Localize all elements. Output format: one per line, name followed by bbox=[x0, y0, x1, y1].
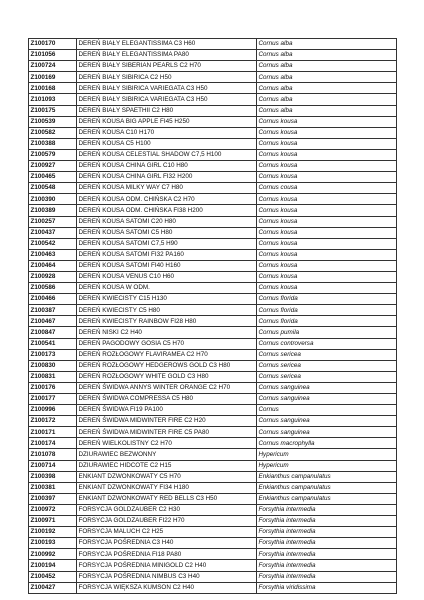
table-row bbox=[29, 205, 397, 216]
latin-name-cell: Cornus kousa bbox=[257, 283, 397, 294]
product-code-cell: Z100172 bbox=[29, 416, 77, 427]
table-row bbox=[29, 294, 397, 305]
table-row bbox=[29, 571, 397, 582]
product-name-cell: DEREŃ KOUSA ODM. CHIŃSKA C2 H70 bbox=[77, 194, 257, 205]
product-code-cell: Z101078 bbox=[29, 449, 77, 460]
latin-name-cell: Cornus macrophylla bbox=[257, 438, 397, 449]
product-name-cell: DEREŃ BIAŁY SIBIRICA C2 H50 bbox=[77, 72, 257, 83]
table-row bbox=[29, 149, 397, 160]
latin-name-cell: Cornus sanguinea bbox=[257, 382, 397, 393]
latin-name-cell: Forsythia intermedia bbox=[257, 516, 397, 527]
table-row bbox=[29, 72, 397, 83]
product-name-cell: DZIURAWIEC BEZWONNY bbox=[77, 449, 257, 460]
table-row bbox=[29, 216, 397, 227]
product-code-cell: Z100586 bbox=[29, 283, 77, 294]
product-code-cell: Z100390 bbox=[29, 194, 77, 205]
plant-table-body bbox=[29, 39, 397, 594]
table-row bbox=[29, 183, 397, 194]
product-name-cell: FORSYCJA MALUCH C2 H25 bbox=[77, 527, 257, 538]
latin-name-cell: Cornus pumila bbox=[257, 327, 397, 338]
latin-name-cell: Forsythia viridissima bbox=[257, 582, 397, 593]
product-name-cell: DEREŃ BIAŁY SIBIRICA VARIEGATA C3 H50 bbox=[77, 83, 257, 94]
product-name-cell: DEREŃ BIAŁY SIBERIAN PEARLS C2 H70 bbox=[77, 61, 257, 72]
product-name-cell: DEREŃ KWIECISTY RAINBOW FI28 H80 bbox=[77, 316, 257, 327]
product-code-cell: Z100192 bbox=[29, 527, 77, 538]
latin-name-cell: Cornus kousa bbox=[257, 271, 397, 282]
product-code-cell: Z100847 bbox=[29, 327, 77, 338]
product-name-cell: DEREŃ KOUSA CELESTIAL SHADOW C7,5 H100 bbox=[77, 149, 257, 160]
product-name-cell: DEREŃ KOUSA SATOMI FI32 PA160 bbox=[77, 249, 257, 260]
product-code-cell: Z100928 bbox=[29, 271, 77, 282]
latin-name-cell: Hypericum bbox=[257, 460, 397, 471]
product-name-cell: DEREŃ KOUSA CHINA GIRL FI32 H200 bbox=[77, 172, 257, 183]
product-code-cell: Z100381 bbox=[29, 482, 77, 493]
latin-name-cell: Cornus sanguinea bbox=[257, 394, 397, 405]
product-code-cell: Z101056 bbox=[29, 50, 77, 61]
product-name-cell: DEREŃ KWIECISTY C15 H130 bbox=[77, 294, 257, 305]
latin-name-cell: Cornus kousa bbox=[257, 238, 397, 249]
product-name-cell: DEREŃ KOUSA SATOMI FI40 H160 bbox=[77, 260, 257, 271]
product-code-cell: Z100463 bbox=[29, 249, 77, 260]
product-code-cell: Z100169 bbox=[29, 72, 77, 83]
latin-name-cell: Cornus florida bbox=[257, 316, 397, 327]
product-name-cell: FORSYCJA POŚREDNIA FI18 PA80 bbox=[77, 549, 257, 560]
table-row bbox=[29, 94, 397, 105]
product-name-cell: DEREŃ ŚWIDWA MIDWINTER FIRE C2 H20 bbox=[77, 416, 257, 427]
latin-name-cell: Cornus kousa bbox=[257, 249, 397, 260]
table-row bbox=[29, 260, 397, 271]
product-code-cell: Z100437 bbox=[29, 227, 77, 238]
product-name-cell: DEREŃ KOUSA MILKY WAY C7 H80 bbox=[77, 183, 257, 194]
latin-name-cell: Cornus bbox=[257, 405, 397, 416]
table-row bbox=[29, 516, 397, 527]
latin-name-cell: Forsythia intermedia bbox=[257, 549, 397, 560]
latin-name-cell: Cornus alba bbox=[257, 39, 397, 50]
product-name-cell: DEREŃ ROZŁOGOWY FLAVIRAMEA C2 H70 bbox=[77, 349, 257, 360]
table-row bbox=[29, 116, 397, 127]
product-code-cell: Z100830 bbox=[29, 360, 77, 371]
product-code-cell: Z100579 bbox=[29, 149, 77, 160]
product-name-cell: DEREŃ KOUSA VENUS C10 H60 bbox=[77, 271, 257, 282]
table-row bbox=[29, 127, 397, 138]
latin-name-cell: Cornus kousa bbox=[257, 127, 397, 138]
product-name-cell: ENKIANT DZWONKOWATY RED BELLS C3 H50 bbox=[77, 493, 257, 504]
product-code-cell: Z100175 bbox=[29, 105, 77, 116]
product-code-cell: Z100177 bbox=[29, 394, 77, 405]
table-row bbox=[29, 549, 397, 560]
table-row bbox=[29, 50, 397, 61]
product-name-cell: FORSYCJA GOLDZAUBER C2 H30 bbox=[77, 504, 257, 515]
latin-name-cell: Cornus kousa bbox=[257, 216, 397, 227]
table-row bbox=[29, 527, 397, 538]
product-name-cell: DEREŃ WIELKOLISTNY C2 H70 bbox=[77, 438, 257, 449]
latin-name-cell: Cornus alba bbox=[257, 72, 397, 83]
product-name-cell: DEREŃ KOUSA ODM. CHIŃSKA FI38 H200 bbox=[77, 205, 257, 216]
product-name-cell: DEREŃ ŚWIDWA COMPRESSA C5 H80 bbox=[77, 394, 257, 405]
latin-name-cell: Cornus sanguinea bbox=[257, 427, 397, 438]
latin-name-cell: Cornus kousa bbox=[257, 194, 397, 205]
product-name-cell: DEREŃ KOUSA W ODM. bbox=[77, 283, 257, 294]
product-name-cell: FORSYCJA POŚREDNIA C3 H40 bbox=[77, 538, 257, 549]
table-row bbox=[29, 427, 397, 438]
product-name-cell: DEREŃ KOUSA C5 H100 bbox=[77, 138, 257, 149]
table-row bbox=[29, 249, 397, 260]
product-code-cell: Z100397 bbox=[29, 493, 77, 504]
product-name-cell: DEREŃ ŚWIDWA ANNYS WINTER ORANGE C2 H70 bbox=[77, 382, 257, 393]
product-code-cell: Z100452 bbox=[29, 571, 77, 582]
product-name-cell: DEREŃ KWIECISTY C5 H80 bbox=[77, 305, 257, 316]
product-code-cell: Z100539 bbox=[29, 116, 77, 127]
table-row bbox=[29, 460, 397, 471]
table-row bbox=[29, 416, 397, 427]
latin-name-cell: Cornus florida bbox=[257, 294, 397, 305]
latin-name-cell: Forsythia intermedia bbox=[257, 560, 397, 571]
product-name-cell: DEREŃ ROZŁOGOWY HEDGEROWS GOLD C3 H80 bbox=[77, 360, 257, 371]
table-row bbox=[29, 438, 397, 449]
latin-name-cell: Cornus kousa bbox=[257, 116, 397, 127]
latin-name-cell: Cornus kousa bbox=[257, 172, 397, 183]
latin-name-cell: Cornus alba bbox=[257, 83, 397, 94]
product-name-cell: DEREŃ KOUSA CHINA GIRL C10 H80 bbox=[77, 161, 257, 172]
table-row bbox=[29, 83, 397, 94]
product-code-cell: Z100582 bbox=[29, 127, 77, 138]
table-row bbox=[29, 360, 397, 371]
product-code-cell: Z100173 bbox=[29, 349, 77, 360]
table-row bbox=[29, 227, 397, 238]
table-row bbox=[29, 560, 397, 571]
table-row bbox=[29, 172, 397, 183]
product-name-cell: DEREŃ KOUSA SATOMI C20 H80 bbox=[77, 216, 257, 227]
latin-name-cell: Hypericum bbox=[257, 449, 397, 460]
product-name-cell: DEREŃ NISKI C2 H40 bbox=[77, 327, 257, 338]
product-code-cell: Z100714 bbox=[29, 460, 77, 471]
product-code-cell: Z100467 bbox=[29, 316, 77, 327]
product-name-cell: FORSYCJA WIĘKSZA KUMSON C2 H40 bbox=[77, 582, 257, 593]
product-code-cell: Z100831 bbox=[29, 371, 77, 382]
latin-name-cell: Cornus kousa bbox=[257, 138, 397, 149]
latin-name-cell: Cornus alba bbox=[257, 50, 397, 61]
table-row bbox=[29, 338, 397, 349]
latin-name-cell: Cornus kousa bbox=[257, 149, 397, 160]
table-row bbox=[29, 161, 397, 172]
product-code-cell: Z100170 bbox=[29, 39, 77, 50]
product-code-cell: Z100992 bbox=[29, 549, 77, 560]
table-row bbox=[29, 327, 397, 338]
product-name-cell: DZIURAWIEC HIDCOTE C2 H15 bbox=[77, 460, 257, 471]
product-code-cell: Z100174 bbox=[29, 438, 77, 449]
product-code-cell: Z100542 bbox=[29, 238, 77, 249]
latin-name-cell: Cornus alba bbox=[257, 105, 397, 116]
latin-name-cell: Cornus kousa bbox=[257, 161, 397, 172]
product-name-cell: DEREŃ BIAŁY SPAETHII C2 H80 bbox=[77, 105, 257, 116]
latin-name-cell: Cornus sericea bbox=[257, 349, 397, 360]
table-row bbox=[29, 504, 397, 515]
product-name-cell: DEREŃ ROZŁOGOWY WHITE GOLD C3 H80 bbox=[77, 371, 257, 382]
product-name-cell: FORSYCJA POŚREDNIA MINIGOLD C2 H40 bbox=[77, 560, 257, 571]
product-code-cell: Z100466 bbox=[29, 294, 77, 305]
product-code-cell: Z100541 bbox=[29, 338, 77, 349]
product-code-cell: Z100971 bbox=[29, 516, 77, 527]
latin-name-cell: Forsythia intermedia bbox=[257, 504, 397, 515]
product-code-cell: Z100927 bbox=[29, 161, 77, 172]
product-code-cell: Z100194 bbox=[29, 560, 77, 571]
product-code-cell: Z100972 bbox=[29, 504, 77, 515]
latin-name-cell: Cornus sericea bbox=[257, 371, 397, 382]
product-code-cell: Z100387 bbox=[29, 305, 77, 316]
latin-name-cell: Cornus alba bbox=[257, 61, 397, 72]
product-name-cell: DEREŃ ŚWIDWA FI19 PA100 bbox=[77, 405, 257, 416]
table-row bbox=[29, 394, 397, 405]
product-code-cell: Z100389 bbox=[29, 205, 77, 216]
table-row bbox=[29, 349, 397, 360]
product-name-cell: DEREŃ BIAŁY ELEGANTISSIMA PA80 bbox=[77, 50, 257, 61]
latin-name-cell: Enkianthus campanulatus bbox=[257, 482, 397, 493]
table-row bbox=[29, 382, 397, 393]
table-row bbox=[29, 305, 397, 316]
product-name-cell: DEREŃ KOUSA SATOMI C7,5 H90 bbox=[77, 238, 257, 249]
table-row bbox=[29, 105, 397, 116]
product-name-cell: DEREŃ ŚWIDWA MIDWINTER FIRE C5 PA80 bbox=[77, 427, 257, 438]
product-code-cell: Z100465 bbox=[29, 172, 77, 183]
product-name-cell: DEREŃ KOUSA BIG APPLE FI45 H250 bbox=[77, 116, 257, 127]
product-name-cell: ENKIANT DZWONKOWATY C5 H70 bbox=[77, 471, 257, 482]
product-code-cell: Z100724 bbox=[29, 61, 77, 72]
product-code-cell: Z100427 bbox=[29, 582, 77, 593]
latin-name-cell: Cornus cousa bbox=[257, 183, 397, 194]
table-row bbox=[29, 283, 397, 294]
product-name-cell: DEREŃ BIAŁY ELEGANTISSIMA C3 H60 bbox=[77, 39, 257, 50]
table-row bbox=[29, 138, 397, 149]
product-name-cell: DEREŃ KOUSA C10 H170 bbox=[77, 127, 257, 138]
product-code-cell: Z100464 bbox=[29, 260, 77, 271]
latin-name-cell: Enkianthus campanulatus bbox=[257, 493, 397, 504]
product-code-cell: Z100176 bbox=[29, 382, 77, 393]
table-row bbox=[29, 39, 397, 50]
latin-name-cell: Cornus controversa bbox=[257, 338, 397, 349]
product-name-cell: FORSYCJA POŚREDNIA NIMBUS C3 H40 bbox=[77, 571, 257, 582]
table-row bbox=[29, 482, 397, 493]
latin-name-cell: Cornus sanguinea bbox=[257, 416, 397, 427]
latin-name-cell: Cornus kousa bbox=[257, 260, 397, 271]
product-code-cell: Z100398 bbox=[29, 471, 77, 482]
table-row bbox=[29, 405, 397, 416]
product-code-cell: Z100548 bbox=[29, 183, 77, 194]
latin-name-cell: Cornus florida bbox=[257, 305, 397, 316]
product-code-cell: Z100388 bbox=[29, 138, 77, 149]
product-code-cell: Z100996 bbox=[29, 405, 77, 416]
latin-name-cell: Cornus alba bbox=[257, 94, 397, 105]
table-row bbox=[29, 271, 397, 282]
table-row bbox=[29, 61, 397, 72]
table-row bbox=[29, 449, 397, 460]
table-row bbox=[29, 493, 397, 504]
latin-name-cell: Forsythia intermedia bbox=[257, 527, 397, 538]
product-name-cell: DEREŃ PAGODOWY GOSIA C5 H70 bbox=[77, 338, 257, 349]
table-row bbox=[29, 371, 397, 382]
table-row bbox=[29, 471, 397, 482]
table-row bbox=[29, 194, 397, 205]
document-page bbox=[28, 38, 390, 594]
product-code-cell: Z100168 bbox=[29, 83, 77, 94]
latin-name-cell: Enkianthus campanulatus bbox=[257, 471, 397, 482]
table-row bbox=[29, 538, 397, 549]
product-code-cell: Z100171 bbox=[29, 427, 77, 438]
latin-name-cell: Forsythia intermedia bbox=[257, 538, 397, 549]
latin-name-cell: Cornus kousa bbox=[257, 205, 397, 216]
table-row bbox=[29, 238, 397, 249]
product-name-cell: DEREŃ KOUSA SATOMI C5 H80 bbox=[77, 227, 257, 238]
product-name-cell: DEREŃ BIAŁY SIBIRICA VARIEGATA C3 H50 bbox=[77, 94, 257, 105]
table-row bbox=[29, 582, 397, 593]
latin-name-cell: Cornus sericea bbox=[257, 360, 397, 371]
table-row bbox=[29, 316, 397, 327]
latin-name-cell: Cornus kousa bbox=[257, 227, 397, 238]
plant-table bbox=[28, 38, 397, 594]
product-code-cell: Z100193 bbox=[29, 538, 77, 549]
product-code-cell: Z100257 bbox=[29, 216, 77, 227]
product-name-cell: ENKIANT DZWONKOWATY FI34 H180 bbox=[77, 482, 257, 493]
product-name-cell: FORSYCJA GOLDZAUBER FI22 H70 bbox=[77, 516, 257, 527]
product-code-cell: Z101093 bbox=[29, 94, 77, 105]
latin-name-cell: Forsythia intermedia bbox=[257, 571, 397, 582]
